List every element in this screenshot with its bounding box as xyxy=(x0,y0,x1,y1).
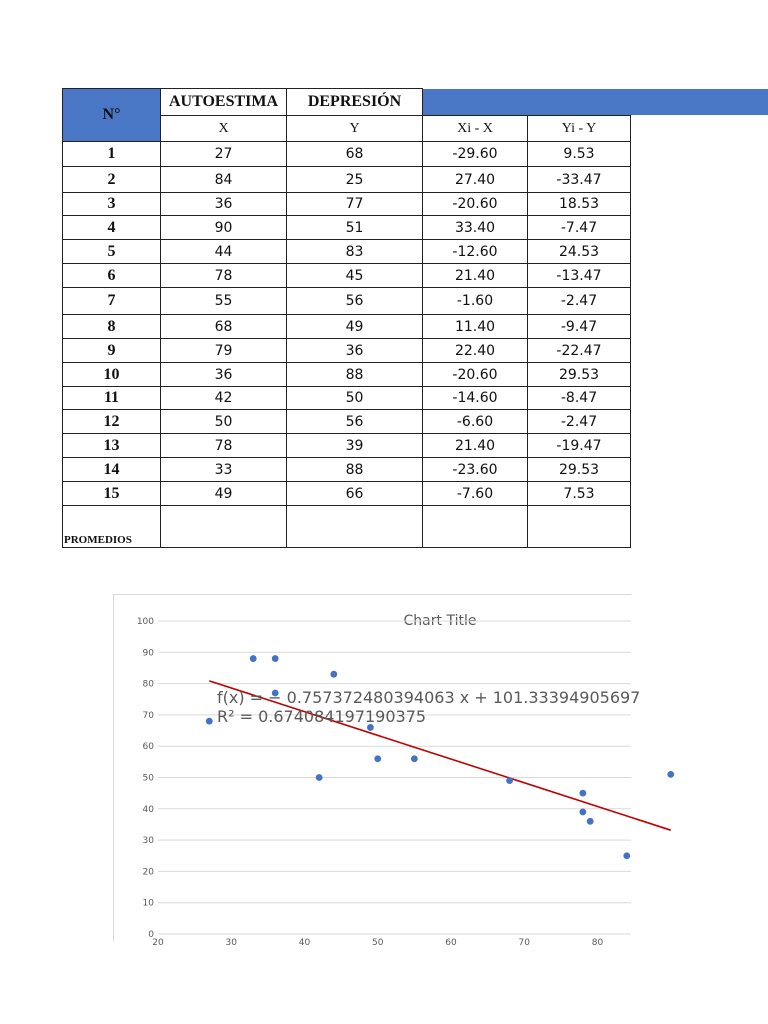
header-n: N° xyxy=(63,89,161,142)
cell-x: 27 xyxy=(161,142,287,167)
data-point xyxy=(250,655,257,662)
table-row xyxy=(63,339,631,363)
cell-x: 36 xyxy=(161,193,287,216)
cell-x: 42 xyxy=(161,387,287,410)
cell-x: 44 xyxy=(161,240,287,264)
data-point xyxy=(330,671,337,678)
cell-x: 90 xyxy=(161,216,287,240)
cell-dx: 22.40 xyxy=(423,339,528,363)
row-number: 8 xyxy=(63,315,161,339)
x-tick-label: 40 xyxy=(298,938,311,948)
cell-dy: 7.53 xyxy=(528,482,631,506)
row-number: 15 xyxy=(63,482,161,506)
promedio-cell xyxy=(287,506,423,548)
x-tick-label: 70 xyxy=(518,938,530,948)
y-tick-label: 70 xyxy=(142,710,154,721)
table-row xyxy=(63,167,631,193)
cell-dx: -29.60 xyxy=(423,142,528,167)
cell-dx: -7.60 xyxy=(423,482,528,506)
data-point xyxy=(206,718,213,725)
table-row xyxy=(63,264,631,288)
cell-dx: -14.60 xyxy=(423,387,528,410)
promedio-cell xyxy=(528,506,631,548)
cell-x: 55 xyxy=(161,288,287,315)
data-point xyxy=(316,774,323,781)
subheader-y: Y xyxy=(287,116,423,142)
promedio-cell xyxy=(161,506,287,548)
table-row xyxy=(63,315,631,339)
cell-y: 83 xyxy=(287,240,423,264)
subheader-x: X xyxy=(161,116,287,142)
trendline-r2: R² = 0.674084197190375 xyxy=(217,707,427,726)
y-tick-label: 100 xyxy=(136,617,154,627)
cell-dx: -23.60 xyxy=(423,458,528,482)
y-tick-label: 80 xyxy=(142,679,154,690)
data-table xyxy=(62,88,631,548)
table-row xyxy=(63,482,631,506)
cell-x: 50 xyxy=(161,410,287,434)
header-band-cell xyxy=(423,89,631,116)
footer-row xyxy=(63,506,631,548)
table-row xyxy=(63,240,631,264)
row-number: 11 xyxy=(63,387,161,410)
cell-y: 45 xyxy=(287,264,423,288)
cell-y: 68 xyxy=(287,142,423,167)
cell-dy: -7.47 xyxy=(528,216,631,240)
x-tick-label: 50 xyxy=(372,938,384,948)
x-tick-label: 80 xyxy=(591,938,604,948)
cell-x: 78 xyxy=(161,264,287,288)
cell-dy: -22.47 xyxy=(528,339,631,363)
row-number: 14 xyxy=(63,458,161,482)
row-number: 9 xyxy=(63,339,161,363)
data-point xyxy=(623,852,630,859)
header-depresion: DEPRESIÓN xyxy=(287,89,423,116)
row-number: 13 xyxy=(63,434,161,458)
chart-svg xyxy=(114,595,641,948)
cell-dx: 33.40 xyxy=(423,216,528,240)
cell-y: 51 xyxy=(287,216,423,240)
y-tick-label: 0 xyxy=(148,930,154,940)
cell-x: 78 xyxy=(161,434,287,458)
cell-dy: -2.47 xyxy=(528,410,631,434)
cell-dx: -20.60 xyxy=(423,193,528,216)
table-row xyxy=(63,288,631,315)
cell-dy: -13.47 xyxy=(528,264,631,288)
cell-y: 77 xyxy=(287,193,423,216)
cell-dy: 29.53 xyxy=(528,363,631,387)
cell-x: 49 xyxy=(161,482,287,506)
table-row xyxy=(63,458,631,482)
cell-x: 68 xyxy=(161,315,287,339)
x-tick-label: 30 xyxy=(225,938,237,948)
promedios-label: PROMEDIOS xyxy=(63,506,161,548)
cell-y: 36 xyxy=(287,339,423,363)
data-point xyxy=(411,755,418,762)
cell-dx: 21.40 xyxy=(423,434,528,458)
cell-dx: -1.60 xyxy=(423,288,528,315)
cell-y: 56 xyxy=(287,410,423,434)
data-point xyxy=(587,818,594,825)
x-tick-label: 20 xyxy=(152,938,164,948)
row-number: 12 xyxy=(63,410,161,434)
cell-dy: -33.47 xyxy=(528,167,631,193)
data-point xyxy=(506,777,513,784)
subheader-dx: Xi - X xyxy=(423,116,528,142)
cell-y: 25 xyxy=(287,167,423,193)
cell-y: 88 xyxy=(287,458,423,482)
row-number: 10 xyxy=(63,363,161,387)
cell-dx: -6.60 xyxy=(423,410,528,434)
data-point xyxy=(667,771,674,778)
scatter-chart xyxy=(113,594,641,948)
cell-x: 33 xyxy=(161,458,287,482)
table-row xyxy=(63,410,631,434)
cell-dy: 9.53 xyxy=(528,142,631,167)
cell-dx: 21.40 xyxy=(423,264,528,288)
cell-dy: -9.47 xyxy=(528,315,631,339)
table-row xyxy=(63,216,631,240)
cell-dy: -8.47 xyxy=(528,387,631,410)
cell-y: 50 xyxy=(287,387,423,410)
header-autoestima: AUTOESTIMA xyxy=(161,89,287,116)
trendline-equation: f(x) = − 0.757372480394063 x + 101.33394905697 xyxy=(217,688,641,707)
cell-y: 49 xyxy=(287,315,423,339)
cell-dy: 29.53 xyxy=(528,458,631,482)
cell-y: 66 xyxy=(287,482,423,506)
cell-dx: -12.60 xyxy=(423,240,528,264)
cell-dx: 11.40 xyxy=(423,315,528,339)
data-point xyxy=(272,655,279,662)
y-tick-label: 20 xyxy=(142,867,154,878)
row-number: 5 xyxy=(63,240,161,264)
row-number: 6 xyxy=(63,264,161,288)
cell-dy: 18.53 xyxy=(528,193,631,216)
cell-dy: -2.47 xyxy=(528,288,631,315)
table-row xyxy=(63,142,631,167)
row-number: 3 xyxy=(63,193,161,216)
cell-dy: -19.47 xyxy=(528,434,631,458)
y-tick-label: 40 xyxy=(142,804,154,815)
cell-x: 84 xyxy=(161,167,287,193)
cell-y: 56 xyxy=(287,288,423,315)
data-point xyxy=(374,755,381,762)
cell-dx: 27.40 xyxy=(423,167,528,193)
row-number: 1 xyxy=(63,142,161,167)
table-row xyxy=(63,193,631,216)
cell-x: 36 xyxy=(161,363,287,387)
promedio-cell xyxy=(423,506,528,548)
y-tick-label: 10 xyxy=(142,898,154,909)
row-number: 4 xyxy=(63,216,161,240)
cell-y: 39 xyxy=(287,434,423,458)
y-tick-label: 30 xyxy=(142,836,154,847)
table-row xyxy=(63,363,631,387)
cell-y: 88 xyxy=(287,363,423,387)
data-point xyxy=(579,790,586,797)
chart-title: Chart Title xyxy=(403,613,477,629)
cell-x: 79 xyxy=(161,339,287,363)
x-tick-label: 60 xyxy=(445,938,457,948)
y-tick-label: 50 xyxy=(142,773,154,784)
table-row xyxy=(63,434,631,458)
y-tick-label: 90 xyxy=(142,648,154,659)
row-number: 7 xyxy=(63,288,161,315)
y-tick-label: 60 xyxy=(142,742,154,753)
cell-dx: -20.60 xyxy=(423,363,528,387)
data-point xyxy=(579,809,586,816)
table-row xyxy=(63,387,631,410)
subheader-dy: Yi - Y xyxy=(528,116,631,142)
row-number: 2 xyxy=(63,167,161,193)
cell-dy: 24.53 xyxy=(528,240,631,264)
